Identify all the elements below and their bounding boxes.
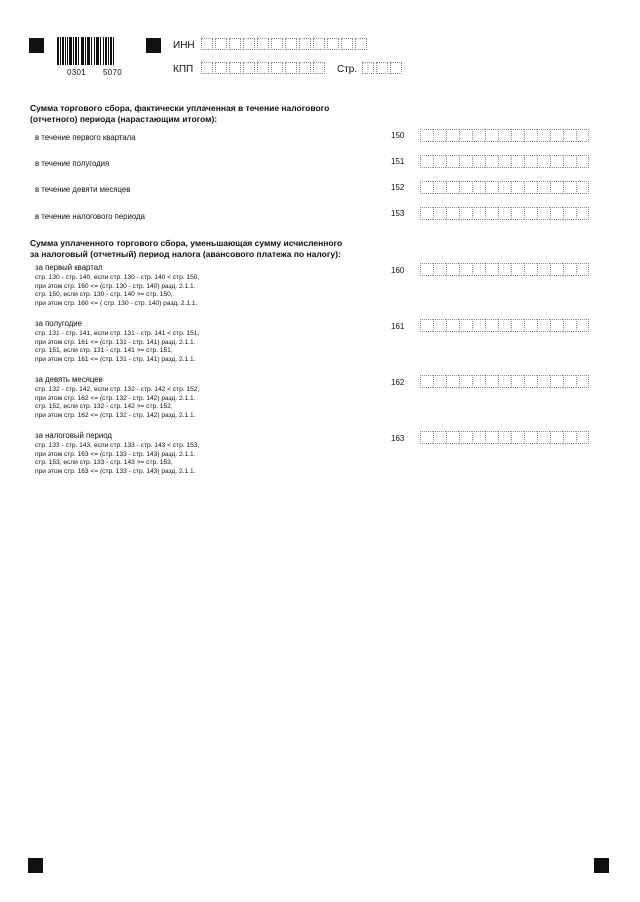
digit-cell[interactable] [433, 129, 446, 142]
digit-cell[interactable] [446, 319, 459, 332]
digit-cell[interactable] [420, 319, 433, 332]
digit-cell[interactable] [576, 155, 589, 168]
row-152-label: в течение девяти месяцев [35, 185, 131, 194]
digit-cell[interactable] [420, 431, 433, 444]
digit-cell[interactable] [563, 431, 576, 444]
digit-cell[interactable] [511, 319, 524, 332]
row-161-code: 161 [391, 322, 405, 331]
digit-cell[interactable] [472, 155, 485, 168]
digit-cell[interactable] [550, 129, 563, 142]
digit-cell[interactable] [576, 207, 589, 220]
digit-cell[interactable] [485, 155, 498, 168]
digit-cell[interactable] [563, 129, 576, 142]
row-163-field[interactable] [420, 431, 589, 444]
digit-cell[interactable] [537, 375, 550, 388]
digit-cell[interactable] [524, 375, 537, 388]
digit-cell[interactable] [472, 319, 485, 332]
char-cell[interactable] [243, 62, 255, 74]
digit-cell[interactable] [537, 319, 550, 332]
digit-cell[interactable] [537, 263, 550, 276]
row-163-label: за налоговый период [35, 431, 112, 440]
digit-cell[interactable] [498, 207, 511, 220]
row-151-code: 151 [391, 157, 405, 166]
char-cell[interactable] [376, 62, 388, 74]
digit-cell[interactable] [550, 431, 563, 444]
digit-cell[interactable] [433, 431, 446, 444]
row-160-field[interactable] [420, 263, 589, 276]
row-153-field[interactable] [420, 207, 589, 220]
digit-cell[interactable] [537, 129, 550, 142]
formula-line: при этом стр. 162 <= (стр. 132 - стр. 142) разд. 2.1.1. [35, 411, 196, 419]
digit-cell[interactable] [420, 129, 433, 142]
char-cell[interactable] [327, 38, 339, 50]
formula-line: при этом стр. 160 <= ( стр. 130 - стр. 140) разд. 2.1.1. [35, 299, 198, 307]
formula-line: стр. 150, если стр. 130 - стр. 140 >= стр. 150, [35, 291, 173, 299]
digit-cell[interactable] [420, 181, 433, 194]
char-cell[interactable] [257, 38, 269, 50]
digit-cell[interactable] [485, 263, 498, 276]
digit-cell[interactable] [485, 375, 498, 388]
digit-cell[interactable] [472, 207, 485, 220]
digit-cell[interactable] [524, 431, 537, 444]
digit-cell[interactable] [459, 263, 472, 276]
digit-cell[interactable] [459, 129, 472, 142]
digit-cell[interactable] [524, 263, 537, 276]
formula-line: стр. 152, если стр. 132 - стр. 142 >= стр. 152, [35, 403, 173, 411]
digit-cell[interactable] [472, 375, 485, 388]
section2-title-line2: за налоговый (отчетный) период налога (авансового платежа по налогу): [30, 248, 341, 259]
char-cell[interactable] [201, 38, 213, 50]
digit-cell[interactable] [524, 319, 537, 332]
digit-cell[interactable] [563, 207, 576, 220]
row-150-field[interactable] [420, 129, 589, 142]
formula-line: при этом стр. 163 <= (стр. 133 - стр. 143) разд. 2.1.1. [35, 450, 196, 458]
digit-cell[interactable] [472, 181, 485, 194]
digit-cell[interactable] [524, 155, 537, 168]
digit-cell[interactable] [472, 431, 485, 444]
barcode-number-right: 5070 [103, 68, 122, 77]
digit-cell[interactable] [550, 155, 563, 168]
section1-title-line1: Сумма торгового сбора, фактически уплаченная в течение налогового [30, 103, 330, 113]
digit-cell[interactable] [511, 129, 524, 142]
digit-cell[interactable] [537, 431, 550, 444]
top-left-marker-icon [29, 38, 44, 53]
digit-cell[interactable] [563, 155, 576, 168]
top-right-marker-icon [146, 38, 161, 53]
digit-cell[interactable] [459, 431, 472, 444]
digit-cell[interactable] [420, 375, 433, 388]
digit-cell[interactable] [420, 263, 433, 276]
digit-cell[interactable] [485, 207, 498, 220]
row-152-code: 152 [391, 183, 405, 192]
digit-cell[interactable] [550, 375, 563, 388]
formula-line: стр. 153, если стр. 133 - стр. 143 >= стр. 153, [35, 459, 173, 467]
row-162-code: 162 [391, 378, 405, 387]
row-153-label: в течение налогового периода [35, 212, 145, 221]
digit-cell[interactable] [576, 181, 589, 194]
digit-cell[interactable] [485, 319, 498, 332]
row-162-label: за девять месяцев [35, 375, 103, 384]
digit-cell[interactable] [537, 207, 550, 220]
digit-cell[interactable] [576, 431, 589, 444]
char-cell[interactable] [285, 62, 297, 74]
digit-cell[interactable] [537, 155, 550, 168]
digit-cell[interactable] [563, 181, 576, 194]
bottom-right-marker-icon [594, 858, 609, 873]
row-161-label: за полугодие [35, 319, 82, 328]
char-cell[interactable] [229, 38, 241, 50]
digit-cell[interactable] [524, 129, 537, 142]
row-152-field[interactable] [420, 181, 589, 194]
digit-cell[interactable] [459, 207, 472, 220]
digit-cell[interactable] [433, 155, 446, 168]
formula-line: стр. 151, если стр. 131 - стр. 141 >= стр. 151, [35, 347, 173, 355]
digit-cell[interactable] [511, 431, 524, 444]
digit-cell[interactable] [524, 181, 537, 194]
digit-cell[interactable] [446, 431, 459, 444]
digit-cell[interactable] [576, 263, 589, 276]
row-163-code: 163 [391, 434, 405, 443]
digit-cell[interactable] [472, 263, 485, 276]
digit-cell[interactable] [498, 431, 511, 444]
formula-line: при этом стр. 160 <= (стр. 130 - стр. 140) разд. 2.1.1. [35, 282, 196, 290]
kpp-field[interactable] [201, 62, 327, 74]
char-cell[interactable] [271, 38, 283, 50]
digit-cell[interactable] [498, 319, 511, 332]
kpp-label: КПП [173, 64, 194, 75]
digit-cell[interactable] [563, 263, 576, 276]
row-151-field[interactable] [420, 155, 589, 168]
digit-cell[interactable] [511, 155, 524, 168]
digit-cell[interactable] [485, 431, 498, 444]
row-150-code: 150 [391, 131, 405, 140]
row-161-field[interactable] [420, 319, 589, 332]
char-cell[interactable] [390, 62, 402, 74]
char-cell[interactable] [215, 38, 227, 50]
char-cell[interactable] [299, 38, 311, 50]
digit-cell[interactable] [550, 181, 563, 194]
digit-cell[interactable] [498, 375, 511, 388]
digit-cell[interactable] [576, 319, 589, 332]
formula-line: стр. 130 - стр. 140, если стр. 130 - стр. 140 < стр. 150, [35, 274, 200, 281]
digit-cell[interactable] [433, 319, 446, 332]
char-cell[interactable] [243, 38, 255, 50]
digit-cell[interactable] [446, 129, 459, 142]
page-label: Стр. [337, 64, 358, 75]
formula-line: при этом стр. 163 <= (стр. 133 - стр. 143) разд. 2.1.1. [35, 467, 196, 475]
digit-cell[interactable] [511, 375, 524, 388]
digit-cell[interactable] [485, 129, 498, 142]
char-cell[interactable] [271, 62, 283, 74]
barcode-number-left: 0301 [67, 68, 86, 77]
digit-cell[interactable] [511, 181, 524, 194]
section2-title-line1: Сумма уплаченного торгового сбора, уменьшающая сумму исчисленного [30, 238, 343, 248]
digit-cell[interactable] [472, 129, 485, 142]
digit-cell[interactable] [446, 207, 459, 220]
section2-title [30, 238, 410, 259]
char-cell[interactable] [313, 38, 325, 50]
row-162-formula [35, 386, 199, 420]
digit-cell[interactable] [433, 263, 446, 276]
digit-cell[interactable] [550, 263, 563, 276]
row-161-formula [35, 330, 199, 364]
digit-cell[interactable] [433, 181, 446, 194]
char-cell[interactable] [299, 62, 311, 74]
char-cell[interactable] [229, 62, 241, 74]
row-162-field[interactable] [420, 375, 589, 388]
row-163-formula [35, 442, 199, 476]
digit-cell[interactable] [459, 155, 472, 168]
digit-cell[interactable] [446, 263, 459, 276]
digit-cell[interactable] [485, 181, 498, 194]
digit-cell[interactable] [498, 263, 511, 276]
char-cell[interactable] [355, 38, 367, 50]
digit-cell[interactable] [498, 155, 511, 168]
inn-field[interactable] [201, 38, 369, 50]
digit-cell[interactable] [433, 207, 446, 220]
digit-cell[interactable] [446, 375, 459, 388]
digit-cell[interactable] [459, 319, 472, 332]
formula-line: стр. 132 - стр. 142, если стр. 132 - стр. 142 < стр. 152, [35, 386, 200, 393]
digit-cell[interactable] [420, 207, 433, 220]
formula-line: при этом стр. 162 <= (стр. 132 - стр. 142) разд. 2.1.1. [35, 394, 196, 402]
digit-cell[interactable] [446, 181, 459, 194]
digit-cell[interactable] [576, 375, 589, 388]
char-cell[interactable] [215, 62, 227, 74]
row-150-label: в течение первого квартала [35, 133, 136, 142]
digit-cell[interactable] [537, 181, 550, 194]
barcode-icon [57, 37, 133, 65]
char-cell[interactable] [257, 62, 269, 74]
inn-label: ИНН [173, 40, 195, 51]
row-160-label: за первый квартал [35, 263, 103, 272]
digit-cell[interactable] [511, 263, 524, 276]
digit-cell[interactable] [498, 129, 511, 142]
formula-line: при этом стр. 161 <= (стр. 131 - стр. 141) разд. 2.1.1. [35, 355, 196, 363]
char-cell[interactable] [201, 62, 213, 74]
digit-cell[interactable] [498, 181, 511, 194]
digit-cell[interactable] [550, 319, 563, 332]
row-153-code: 153 [391, 209, 405, 218]
formula-line: стр. 133 - стр. 143, если стр. 133 - стр. 143 < стр. 153, [35, 442, 200, 449]
row-151-label: в течение полугодия [35, 159, 110, 168]
digit-cell[interactable] [446, 155, 459, 168]
bottom-left-marker-icon [28, 858, 43, 873]
formula-line: при этом стр. 161 <= (стр. 131 - стр. 141) разд. 2.1.1. [35, 338, 196, 346]
section1-title-line2: (отчетного) периода (нарастающим итогом): [30, 113, 218, 124]
row-160-formula [35, 274, 199, 308]
digit-cell[interactable] [459, 375, 472, 388]
section1-title [30, 103, 390, 124]
digit-cell[interactable] [420, 155, 433, 168]
digit-cell[interactable] [576, 129, 589, 142]
char-cell[interactable] [285, 38, 297, 50]
digit-cell[interactable] [433, 375, 446, 388]
digit-cell[interactable] [563, 319, 576, 332]
char-cell[interactable] [313, 62, 325, 74]
char-cell[interactable] [362, 62, 374, 74]
digit-cell[interactable] [511, 207, 524, 220]
barcode-gap [113, 37, 115, 65]
row-160-code: 160 [391, 266, 405, 275]
digit-cell[interactable] [524, 207, 537, 220]
formula-line: стр. 131 - стр. 141, если стр. 131 - стр. 141 < стр. 151, [35, 330, 200, 337]
digit-cell[interactable] [563, 375, 576, 388]
digit-cell[interactable] [459, 181, 472, 194]
digit-cell[interactable] [550, 207, 563, 220]
page-number-field[interactable] [362, 62, 404, 74]
char-cell[interactable] [341, 38, 353, 50]
